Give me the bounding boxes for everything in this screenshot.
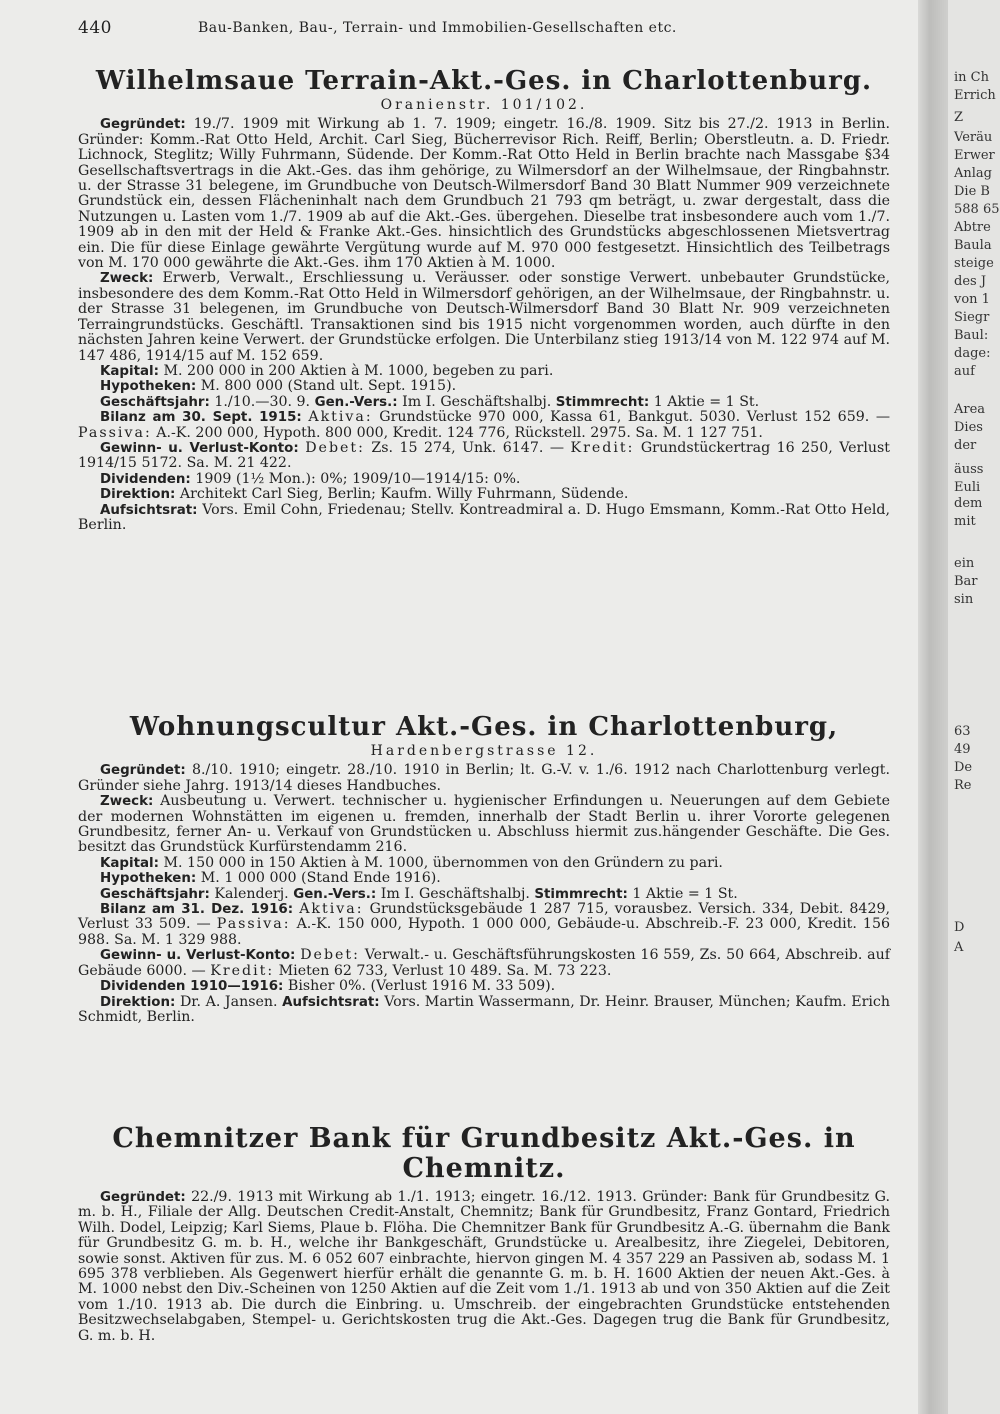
gegruendet-paragraph bbox=[78, 763, 890, 794]
stimmrecht-label: Stimmrecht: bbox=[555, 394, 650, 410]
passiva-label: Passiva: bbox=[78, 424, 152, 441]
facing-page-fragment: Siegr bbox=[954, 310, 990, 325]
gegruendet-text: 22./9. 1913 mit Wirkung ab 1./1. 1913; eingetr. 16./12. 1913. Gründer: Bank für Grundbesitz G. m. b. H., Filiale der Allg. Deutschen Credit-Anstalt, Chemnitz; Bank für Grundbesitz, Franz Gontard, Friedrich Wilh. Dodel, Leipzig; Karl Siems, Plaue b. Flöha. Die Chemnitzer Bank für Grundbesitz A.-G. übernahm die Bank für Grundbesitz G. m. b. H., welche ihr Bankgeschäft, Grundstücke u. Arealbesitz, ihre Ziegelei, Debitoren, sowie sonst. Aktiven für zus. M. 6 052 607 einbrachte, hiervon gingen M. 4 357 229 an Passiven ab, sodass M. 1 695 378 verblieben. Als Gegenwert hierfür erhält die genannte G. m. b. H. 1600 Aktien der neuen Akt.-Ges. à M. 1000 nebst den Div.-Scheinen von 1250 Aktien auf die Zeit vom 1./1. 1913 ab und von 350 Aktien auf die Zeit vom 1./10. 1913 ab. Die durch die Einbring. u. Umschreib. der eingebrachten Grundstücke entstehenden Besitzwechselabgaben, Stempel- u. Gerichtskosten trug die Akt.-Ges. Dagegen trug die Bank für Grundbesitz, G. m. b. H. bbox=[78, 1189, 890, 1344]
facing-page-fragment: Dies bbox=[954, 420, 983, 435]
passiva-label: Passiva: bbox=[216, 916, 291, 933]
direktion-label: Direktion: bbox=[100, 487, 176, 503]
genvers-label: Gen.-Vers.: bbox=[293, 886, 377, 902]
zweck-label: Zweck: bbox=[100, 794, 154, 810]
geschaeftsjahr-text: 1./10.—30. 9. bbox=[214, 393, 311, 410]
zweck-text: Ausbeutung u. Verwert. technischer u. hygienischer Erfindungen u. Neuerungen auf dem Gebiete der modernen Wohnstätten im eigenen u. fremden, innerhalb der Stadt Berlin u. ihrer Vororte gelegenen Grundbesitz, ferner An- u. Verkauf von Grundstücken u. Abschluss hiermit zus.hängender Geschäfte. Die Ges. besitzt das Grundstück Kurfürstendamm 216. bbox=[78, 793, 890, 856]
stimmrecht-text: 1 Aktie = 1 St. bbox=[632, 885, 738, 902]
facing-page-fragment: D bbox=[954, 920, 965, 935]
facing-page-fragment: ein bbox=[954, 556, 975, 571]
guv-label: Gewinn- u. Verlust-Konto: bbox=[100, 948, 296, 964]
kapital-text: M. 150 000 in 150 Aktien à M. 1000, übernommen von den Gründern zu pari. bbox=[163, 854, 723, 871]
hypotheken-label: Hypotheken: bbox=[100, 379, 197, 395]
aufsichtsrat-text: Vors. Emil Cohn, Friedenau; Stellv. Kontreadmiral a. D. Hugo Emsmann, Komm.-Rat Otto Held, Berlin. bbox=[78, 501, 890, 533]
aufsichtsrat-label: Aufsichtsrat: bbox=[282, 994, 380, 1010]
geschaeftsjahr-paragraph bbox=[78, 887, 890, 902]
genvers-text: Im I. Geschäftshalbj. bbox=[402, 393, 552, 410]
facing-page-fragment: äuss bbox=[954, 462, 984, 477]
running-title: Bau-Banken, Bau-, Terrain- und Immobilien-Gesellschaften etc. bbox=[198, 20, 677, 36]
kapital-paragraph bbox=[78, 856, 890, 871]
facing-page-fragment: steige bbox=[954, 256, 994, 271]
facing-page-fragment: der bbox=[954, 438, 977, 453]
aktiva-text: Grundstücksgebäude 1 287 715, vorausbez. Versich. 334, Debit. 8429, Verlust 33 509. — bbox=[78, 901, 891, 933]
facing-page-fragment: mit bbox=[954, 514, 976, 529]
geschaeftsjahr-label: Geschäftsjahr: bbox=[100, 886, 210, 902]
running-header bbox=[78, 18, 898, 40]
direktion-paragraph bbox=[78, 995, 890, 1026]
facing-page-fragment: in Ch bbox=[954, 70, 989, 85]
hypotheken-text: M. 1 000 000 (Stand Ende 1916). bbox=[200, 870, 441, 887]
direktion-text: Dr. A. Jansen. bbox=[179, 993, 278, 1010]
facing-page-fragment: Die B bbox=[954, 184, 990, 199]
section-address: Hardenbergstrasse 12. bbox=[370, 743, 598, 759]
facing-page-fragment: Erwer bbox=[954, 148, 995, 163]
facing-page-fragment: auf bbox=[954, 364, 975, 379]
facing-page-fragment: Euli bbox=[954, 480, 981, 495]
passiva-text: A.-K. 200 000, Hypoth. 800 000, Kredit. 124 776, Rückstell. 2975. Sa. M. 1 127 751. bbox=[156, 424, 763, 441]
dividenden-paragraph bbox=[78, 472, 890, 487]
facing-page-fragment: Bar bbox=[954, 574, 978, 589]
debet-label: Debet: bbox=[305, 439, 365, 456]
geschaeftsjahr-paragraph bbox=[78, 395, 890, 410]
aktiva-label: Aktiva: bbox=[308, 409, 373, 426]
section-wohnungscultur bbox=[78, 712, 890, 1025]
kapital-text: M. 200 000 in 200 Aktien à M. 1000, begeben zu pari. bbox=[163, 362, 554, 379]
facing-page-fragment: Baul: bbox=[954, 328, 989, 343]
stimmrecht-text: 1 Aktie = 1 St. bbox=[653, 393, 760, 410]
zweck-label: Zweck: bbox=[100, 271, 154, 287]
facing-page-fragment: Anlag bbox=[954, 166, 992, 181]
passiva-text: A.-K. 150 000, Hypoth. 1 000 000, Gebäude-u. Abschreib.-F. 23 000, Kredit. 156 988. Sa. M. 1 329 988. bbox=[78, 916, 891, 948]
facing-page-fragment: Baula bbox=[954, 238, 992, 253]
facing-page-fragment: 49 bbox=[954, 742, 971, 757]
kredit-text: Grundstückertrag 16 250, Verlust 1914/15 5172. Sa. M. 21 422. bbox=[78, 439, 890, 472]
facing-page-fragment: von 1 bbox=[954, 292, 990, 307]
facing-page-fragment: Abtre bbox=[954, 220, 991, 235]
facing-page-fragment: 588 65 bbox=[954, 202, 1000, 217]
dividenden-paragraph bbox=[78, 979, 890, 994]
facing-page-fragment: Area bbox=[954, 402, 986, 417]
kredit-text: Mieten 62 733, Verlust 10 489. Sa. M. 73 223. bbox=[278, 962, 612, 979]
bilanz-label: Bilanz am 30. Sept. 1915: bbox=[100, 410, 302, 426]
direktion-label: Direktion: bbox=[100, 994, 176, 1010]
direktion-text: Architekt Carl Sieg, Berlin; Kaufm. Willy Fuhrmann, Südende. bbox=[179, 486, 629, 503]
kredit-label: Kredit: bbox=[210, 962, 275, 979]
aktiva-text: Grundstücke 970 000, Kassa 61, Bankgut. 5030. Verlust 152 659. — bbox=[379, 409, 891, 426]
genvers-label: Gen.-Vers.: bbox=[314, 394, 398, 410]
facing-page-fragment: A bbox=[954, 940, 964, 955]
facing-page-fragment: Errich bbox=[954, 88, 996, 103]
debet-label: Debet: bbox=[300, 947, 360, 964]
kapital-label: Kapital: bbox=[100, 363, 159, 379]
genvers-text: Im I. Geschäftshalbj. bbox=[380, 885, 530, 902]
page-number: 440 bbox=[78, 18, 112, 38]
debet-text: Verwalt.- u. Geschäftsführungskosten 16 559, Zs. 50 664, Abschreib. auf Gebäude 6000. — bbox=[78, 947, 890, 979]
guv-label: Gewinn- u. Verlust-Konto: bbox=[100, 440, 299, 456]
dividenden-label: Dividenden 1910—1916: bbox=[100, 979, 284, 995]
kapital-label: Kapital: bbox=[100, 855, 159, 871]
dividenden-text: 1909 (1½ Mon.): 0%; 1909/10—1914/15: 0%. bbox=[195, 470, 521, 487]
aktiva-label: Aktiva: bbox=[299, 901, 364, 918]
facing-page-edge bbox=[948, 0, 1000, 1414]
dividenden-label: Dividenden: bbox=[100, 471, 191, 487]
bilanz-label: Bilanz am 31. Dez. 1916: bbox=[100, 902, 294, 918]
section-title: Wohnungscultur Akt.-Ges. in Charlottenburg, bbox=[129, 712, 839, 742]
section-wilhelmsaue bbox=[78, 66, 890, 533]
hypotheken-paragraph bbox=[78, 379, 890, 394]
aufsichtsrat-label: Aufsichtsrat: bbox=[100, 502, 198, 518]
zweck-text: Erwerb, Verwalt., Erschliessung u. Veräusser. oder sonstige Verwert. unbebauter Grundstücke, insbesondere des dem Komm.-Rat Otto Held in Wilmersdorf gehörigen, an der Wilhelmsaue, der Ringbahnstr. u. der Strasse 31 belegenen, im Grundbuche von Deutsch-Wilmersdorf Band 30 Blatt Nr. 909 verzeichneten Terraingrundstücks. Geschäftl. Transaktionen sind bis 1915 nicht vorgenommen worden, auch dürfte in den nächsten Jahren keine Verwert. der Grundstücke erfolgen. Die Unterbilanz stieg 1913/14 von M. 122 974 auf M. 147 486, 1914/15 auf M. 152 659. bbox=[78, 270, 890, 364]
gegruendet-label: Gegründet: bbox=[100, 1190, 186, 1205]
gegruendet-label: Gegründet: bbox=[100, 763, 186, 779]
book-gutter bbox=[918, 0, 948, 1414]
dividenden-text: Bisher 0%. (Verlust 1916 M. 33 509). bbox=[287, 978, 556, 995]
facing-page-fragment: Veräu bbox=[954, 130, 993, 145]
geschaeftsjahr-text: Kalenderj. bbox=[214, 885, 289, 902]
gegruendet-text: 8./10. 1910; eingetr. 28./10. 1910 in Berlin; lt. G.-V. v. 1./6. 1912 nach Charlottenburg verlegt. Gründer siehe Jahrg. 1913/14 dieses Handbuches. bbox=[78, 762, 890, 794]
kredit-label: Kredit: bbox=[570, 439, 635, 456]
facing-page-fragment: des J bbox=[954, 274, 987, 289]
gegruendet-label: Gegründet: bbox=[100, 117, 186, 133]
hypotheken-paragraph bbox=[78, 871, 890, 886]
gegruendet-text: 19./7. 1909 mit Wirkung ab 1. 7. 1909; eingetr. 16./8. 1909. Sitz bis 27./2. 1913 in Berlin. Gründer: Komm.-Rat Otto Held, Archit. Carl Sieg, Bücherrevisor Rich. Reiff, Berlin; Oberstleutn. a. D. Friedr. Lichnock, Steglitz; Willy Fuhrmann, Südende. Der Komm.-Rat Otto Held in Berlin brachte nach Massgabe §34 Gesellschaftsvertrags in die Akt.-Ges. das ihm gehörige, zu Wilmersdorf an der Wilhelmsaue, der Ringbahnstr. u. der Strasse 31 belegene, im Grundbuche von Deutsch-Wilmersdorf Band 30 Blatt Nummer 909 verzeichnete Grundstück ein, dessen Flächeninhalt nach dem Grundbuch 21 793 qm beträgt, u. zwar dergestalt, dass die Nutzungen u. Lasten vom 1./7. 1909 ab auf die Akt.-Ges. übergehen. Dieselbe trat insbesondere auch vom 1./7. 1909 ab in den mit der Held & Franke Akt.-Ges. hinsichtlich des Grundstücks abgeschlossenen Mietsvertrag ein. Die für diese Einlage gewährte Vergütung wurde auf M. 970 000 festgesetzt. Hinsichtlich des Teilbetrags von M. 170 000 gewährte die Akt.-Ges. ihm 170 Aktien à M. 1000. bbox=[78, 116, 890, 272]
direktion-paragraph bbox=[78, 487, 890, 502]
bilanz-paragraph bbox=[78, 902, 890, 948]
kapital-paragraph bbox=[78, 364, 890, 379]
facing-page-fragment: dem bbox=[954, 496, 983, 511]
hypotheken-text: M. 800 000 (Stand ult. Sept. 1915). bbox=[200, 378, 457, 395]
debet-text: Zs. 15 274, Unk. 6147. — bbox=[371, 439, 565, 456]
section-chemnitzer-bank bbox=[78, 1124, 890, 1344]
bilanz-paragraph bbox=[78, 410, 890, 441]
section-title: Wilhelmsaue Terrain-Akt.-Ges. in Charlottenburg. bbox=[95, 66, 873, 96]
section-title: Chemnitzer Bank für Grundbesitz Akt.-Ges. in Chemnitz. bbox=[112, 1123, 856, 1184]
aufsichtsrat-text: Vors. Martin Wassermann, Dr. Heinr. Brauser, München; Kaufm. Erich Schmidt, Berlin. bbox=[78, 993, 890, 1025]
facing-page-fragment: 63 bbox=[954, 724, 971, 739]
facing-page-fragment: dage: bbox=[954, 346, 991, 361]
section-address: Oranienstr. 101/102. bbox=[380, 97, 588, 113]
guv-paragraph bbox=[78, 441, 890, 472]
guv-paragraph bbox=[78, 948, 890, 979]
hypotheken-label: Hypotheken: bbox=[100, 871, 197, 887]
zweck-paragraph bbox=[78, 794, 890, 856]
zweck-paragraph bbox=[78, 271, 890, 363]
facing-page-fragment: Z bbox=[954, 110, 964, 125]
stimmrecht-label: Stimmrecht: bbox=[534, 886, 628, 902]
aufsichtsrat-paragraph bbox=[78, 503, 890, 534]
gegruendet-paragraph bbox=[78, 1190, 890, 1344]
facing-page-fragment: Re bbox=[954, 778, 972, 793]
geschaeftsjahr-label: Geschäftsjahr: bbox=[100, 394, 210, 410]
facing-page-fragment: sin bbox=[954, 592, 974, 607]
gegruendet-paragraph bbox=[78, 117, 890, 271]
facing-page-fragment: De bbox=[954, 760, 973, 775]
